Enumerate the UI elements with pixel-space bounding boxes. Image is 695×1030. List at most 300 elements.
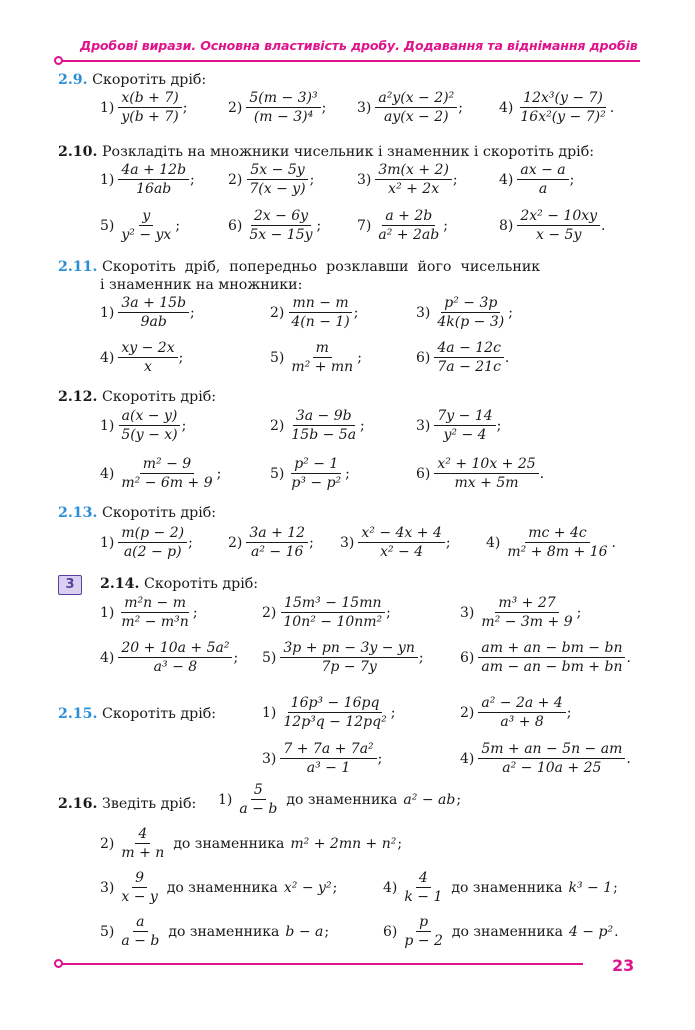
exercise-number: 2.9. [58,72,88,88]
exercise-2-15-title [58,706,216,722]
ex-2-12-item [270,456,350,491]
punctuation: ; [443,217,448,234]
fraction-numerator: x(b + 7) [118,90,181,108]
ex-2-11-item [416,295,513,330]
fraction [118,870,160,905]
to-denominator-text: до знаменника [173,835,285,852]
page-number: 23 [612,956,635,975]
item-label: 3) [416,417,431,434]
item-label: 1) [100,417,115,434]
fraction [478,640,625,675]
fraction [118,456,215,491]
punctuation: ; [576,604,582,621]
fraction-numerator: p² − 3p [441,295,500,313]
fraction-denominator: a − b [121,933,160,949]
ex-2-14-item [262,640,424,675]
fraction [504,525,610,560]
item-label: 7) [357,217,372,234]
item-label: 3) [340,534,355,551]
fraction-denominator: mx + 5m [454,475,519,491]
fraction-numerator: 5x − 5y [247,162,307,180]
fraction [434,408,495,443]
fraction-denominator: y(b + 7) [121,109,179,125]
exercise-instruction: Скоротіть дріб: [102,389,217,405]
fraction-denominator: a [538,181,548,197]
fraction-denominator: 5x − 15y [249,227,313,243]
ex-2-9-item [499,90,614,125]
fraction-numerator: a [133,914,147,932]
item-label: 3) [357,99,372,116]
fraction-numerator: 7y − 14 [434,408,495,426]
ex-2-11-item [270,340,362,375]
punctuation: ; [321,99,327,116]
fraction [118,295,189,330]
fraction-denominator: x [144,359,152,375]
fraction-numerator: 20 + 10a + 5a² [118,640,232,658]
punctuation: ; [456,791,462,808]
punctuation: . [601,217,606,234]
item-label: 4) [460,750,475,767]
ex-2-12-item [100,408,186,443]
item-label: 1) [100,304,115,321]
fraction [517,208,600,243]
fraction-numerator: 4a − 12c [434,340,504,358]
exercise-number: 2.15. [58,706,98,722]
ex-2-14-item [460,640,631,675]
fraction-numerator: 3a + 12 [246,525,308,543]
item-label: 4) [499,171,514,188]
ex-2-15-item [262,695,395,730]
punctuation: ; [418,649,424,666]
ex-2-14-item [100,640,238,675]
punctuation: ; [181,417,187,434]
ex-2-14-item [262,595,391,630]
fraction-denominator: y² − 4 [443,427,487,443]
fraction [375,90,457,125]
fraction-numerator: 4a + 12b [118,162,189,180]
punctuation: ; [188,534,193,551]
item-label: 5) [270,349,285,366]
item-label: 2) [228,171,243,188]
punctuation: ; [216,465,222,482]
fraction-numerator: a(x − y) [119,408,181,426]
item-label: 3) [416,304,431,321]
ex-2-10-item [499,208,606,243]
punctuation: ; [175,217,181,234]
footer-rule [58,963,583,965]
ex-2-10-item [100,208,180,243]
item-label: 3) [100,879,115,896]
fraction [118,408,180,443]
ex-2-11-item [416,340,509,375]
ex-2-14-item [100,595,198,630]
item-label: 6) [228,217,243,234]
punctuation: ; [182,99,188,116]
fraction [434,340,504,375]
fraction-numerator: xy − 2x [118,340,177,358]
punctuation: ; [458,99,463,116]
punctuation: ; [569,171,575,188]
ex-2-12-item [416,408,501,443]
fraction-denominator: 16ab [136,181,172,197]
fraction-numerator: p [416,914,431,932]
fraction [517,162,568,197]
ex-2-16-item [100,914,329,949]
fraction [236,782,280,817]
ex-2-9-item [100,90,187,125]
fraction-denominator: x² − 4 [380,544,424,560]
fraction-numerator: mn − m [289,295,351,313]
punctuation: ; [386,604,391,621]
fraction-numerator: a²y(x − 2)² [375,90,457,108]
exercise-2-10-title [58,144,594,160]
punctuation: ; [360,417,365,434]
exercise-instruction: Розкладіть на множники чисельник і знаменник і скоротіть дріб: [102,144,595,160]
exercise-2-11-title [58,259,540,275]
fraction [118,595,191,630]
fraction-denominator: m² − 6m + 9 [121,475,213,491]
item-label: 5) [100,217,115,234]
fraction-numerator: 5 [251,782,266,800]
fraction [246,208,315,243]
punctuation: ; [332,879,338,896]
ex-2-12-item [416,456,544,491]
fraction-numerator: m²n − m [121,595,189,613]
ex-2-13-item [340,525,451,560]
fraction-denominator: m² − 3m + 9 [481,614,573,630]
fraction-denominator: 7(x − y) [249,181,306,197]
item-label: 2) [100,835,115,852]
fraction-denominator: 9ab [140,314,167,330]
fraction [118,914,162,949]
fraction-numerator: p² − 1 [291,456,341,474]
header-rule [58,60,640,62]
fraction-denominator: 12p³q − 12pq² [283,714,387,730]
punctuation: . [609,99,615,116]
item-label: 6) [416,349,431,366]
target-denominator: x² − y² [283,879,332,896]
fraction [358,525,444,560]
to-denominator-text: до знаменника [451,879,563,896]
fraction-denominator: a³ + 8 [500,714,544,730]
fraction-numerator: 7 + 7a + 7a² [280,741,376,759]
fraction [118,826,167,861]
fraction [118,340,177,375]
punctuation: ; [309,534,314,551]
fraction-denominator: m² + mn [291,359,354,375]
punctuation: ; [353,304,359,321]
fraction-denominator: p − 2 [404,933,443,949]
fraction-denominator: m + n [121,845,165,861]
fraction-numerator: 4 [135,826,150,844]
fraction [478,695,565,730]
fraction-numerator: 3a − 9b [293,408,355,426]
fraction-numerator: 3a + 15b [118,295,189,313]
fraction-denominator: (m − 3)⁴ [253,109,314,125]
fraction-denominator: a(2 − p) [123,544,182,560]
punctuation: . [614,923,619,940]
fraction [118,640,232,675]
fraction-numerator: 2x² − 10xy [517,208,600,226]
to-denominator-text: до знаменника [166,879,278,896]
fraction-numerator: m² − 9 [140,456,194,474]
to-denominator-text: до знаменника [286,791,398,808]
punctuation: ; [190,171,195,188]
fraction [118,162,189,197]
punctuation: ; [316,217,322,234]
fraction-denominator: x − 5y [536,227,582,243]
item-label: 6) [416,465,431,482]
fraction-denominator: a³ − 8 [153,659,198,675]
ex-2-12-item [270,408,365,443]
fraction-denominator: x − y [121,889,158,905]
fraction-numerator: 16p³ − 16pq [288,695,383,713]
target-denominator: m² + 2mn + n² [290,835,397,852]
fraction-denominator: 15b − 5a [291,427,357,443]
fraction [375,162,452,197]
exercise-2-11-title-cont: і знаменник на множники: [100,277,303,293]
exercise-instruction: Зведіть дріб: [102,796,197,812]
ex-2-16-item [383,914,619,949]
fraction-numerator: m³ + 27 [495,595,558,613]
target-denominator: b − a [285,923,324,940]
fraction-numerator: a + 2b [382,208,435,226]
fraction-denominator: 5(y − x) [121,427,178,443]
punctuation: . [626,750,631,767]
level-badge: 3 [58,575,82,595]
exercise-instruction: Скоротіть дріб: [144,576,259,592]
fraction-denominator: k − 1 [404,889,443,905]
exercise-instruction: Скоротіть дріб: [92,72,207,88]
punctuation: ; [309,171,315,188]
header-rule-dot [54,56,63,65]
fraction [280,695,389,730]
item-label: 4) [100,349,115,366]
ex-2-16-item [100,826,402,861]
fraction-numerator: 12x³(y − 7) [520,90,606,108]
ex-2-11-item [100,340,183,375]
punctuation: ; [508,304,513,321]
ex-2-15-item [460,741,631,776]
punctuation: ; [192,604,198,621]
fraction [246,162,308,197]
fraction [246,90,320,125]
punctuation: ; [613,879,618,896]
footer-rule-dot [54,959,63,968]
item-label: 8) [499,217,514,234]
ex-2-13-item [228,525,314,560]
punctuation: . [626,649,631,666]
fraction-numerator: ax − a [517,162,568,180]
ex-2-16-item [100,870,337,905]
item-label: 4) [499,99,514,116]
fraction-denominator: a² − 10a + 25 [502,760,602,776]
punctuation: ; [178,349,184,366]
fraction [118,208,174,243]
ex-2-12-item [100,456,221,491]
punctuation: ; [233,649,239,666]
exercise-instruction: Скоротіть дріб, попередньо розклавши його чисельник [102,259,541,275]
fraction [280,741,376,776]
fraction-denominator: p³ − p² [291,475,342,491]
item-label: 3) [262,750,277,767]
fraction-denominator: 16x²(y − 7)² [520,109,606,125]
punctuation: ; [397,835,403,852]
item-label: 6) [460,649,475,666]
punctuation: . [539,465,545,482]
ex-2-9-item [357,90,463,125]
item-label: 1) [100,171,115,188]
fraction [288,340,356,375]
fraction-denominator: a² + 2ab [378,227,440,243]
exercise-2-14-title [100,576,258,592]
ex-2-9-item [228,90,326,125]
fraction-numerator: m(p − 2) [118,525,187,543]
target-denominator: a² − ab [403,791,456,808]
fraction-denominator: am − an − bm + bn [481,659,623,675]
exercise-2-9-title [58,72,206,88]
fraction-numerator: x² + 10x + 25 [434,456,538,474]
ex-2-11-item [100,295,195,330]
exercise-2-12-title [58,389,216,405]
fraction-numerator: 3p + pn − 3y − yn [280,640,417,658]
exercise-instruction: Скоротіть дріб: [102,706,217,722]
item-label: 3) [460,604,475,621]
fraction-numerator: a² − 2a + 4 [478,695,565,713]
fraction-numerator: y [139,208,153,226]
item-label: 4) [100,649,115,666]
item-label: 1) [218,791,233,808]
exercise-2-16-title [58,796,196,812]
fraction-numerator: 15m³ − 15mn [281,595,384,613]
item-label: 2) [460,704,475,721]
to-denominator-text: до знаменника [168,923,280,940]
exercise-number: 2.13. [58,505,98,521]
item-label: 4) [383,879,398,896]
punctuation: ; [377,750,383,767]
item-label: 1) [100,604,115,621]
fraction-denominator: y² − yx [121,227,172,243]
ex-2-16-item [218,782,461,817]
ex-2-15-item [460,695,571,730]
ex-2-10-item [499,162,574,197]
fraction-numerator: 4 [416,870,431,888]
item-label: 5) [100,923,115,940]
fraction [517,90,608,125]
fraction-denominator: 7p − 7y [321,659,377,675]
target-denominator: k³ − 1 [568,879,613,896]
ex-2-10-item [100,162,195,197]
fraction [246,525,308,560]
ex-2-14-item [460,595,581,630]
fraction-denominator: 7a − 21c [437,359,501,375]
fraction-numerator: x² − 4x + 4 [358,525,444,543]
fraction-denominator: m² + 8m + 16 [507,544,608,560]
fraction [288,456,344,491]
punctuation: ; [190,304,195,321]
fraction [118,90,181,125]
fraction-numerator: m [313,340,332,358]
ex-2-11-item [270,295,358,330]
fraction [288,295,352,330]
exercise-number: 2.11. [58,259,98,275]
item-label: 5) [262,649,277,666]
fraction [434,295,507,330]
fraction-denominator: 4(n − 1) [291,314,350,330]
fraction-denominator: a³ − 1 [306,760,351,776]
fraction-numerator: 9 [132,870,147,888]
fraction-denominator: m² − m³n [121,614,189,630]
exercise-number: 2.10. [58,144,98,160]
exercise-number: 2.16. [58,796,98,812]
fraction [478,741,625,776]
fraction-denominator: 10n² − 10nm² [283,614,383,630]
fraction-numerator: mc + 4c [525,525,590,543]
item-label: 2) [270,304,285,321]
item-label: 1) [100,534,115,551]
fraction [401,870,445,905]
punctuation: ; [566,704,572,721]
ex-2-15-item [262,741,382,776]
punctuation: ; [357,349,362,366]
fraction [375,208,442,243]
item-label: 2) [228,99,243,116]
fraction-numerator: 5m + an − 5n − am [478,741,625,759]
fraction-numerator: am + an − bm − bn [478,640,625,658]
item-label: 3) [357,171,372,188]
fraction-denominator: 4k(p − 3) [437,314,505,330]
ex-2-13-item [100,525,193,560]
exercise-number: 2.12. [58,389,98,405]
item-label: 1) [100,99,115,116]
fraction [434,456,538,491]
ex-2-10-item [228,162,314,197]
punctuation: . [611,534,616,551]
fraction [401,914,446,949]
fraction [280,640,417,675]
fraction [118,525,187,560]
item-label: 2) [262,604,277,621]
item-label: 2) [270,417,285,434]
item-label: 1) [262,704,277,721]
target-denominator: 4 − p² [568,923,614,940]
item-label: 4) [100,465,115,482]
item-label: 6) [383,923,398,940]
fraction-numerator: 3m(x + 2) [375,162,452,180]
ex-2-10-item [228,208,321,243]
fraction-numerator: 5(m − 3)³ [246,90,320,108]
punctuation: ; [324,923,330,940]
item-label: 2) [228,534,243,551]
ex-2-16-item [383,870,618,905]
running-header: Дробові вирази. Основна властивість дробу. Додавання та віднімання дробів [80,38,638,53]
fraction-denominator: x² + 2x [388,181,440,197]
fraction-numerator: 2x − 6y [251,208,311,226]
punctuation: . [504,349,510,366]
item-label: 4) [486,534,501,551]
fraction [478,595,575,630]
item-label: 5) [270,465,285,482]
punctuation: ; [390,704,396,721]
ex-2-13-item [486,525,616,560]
fraction-denominator: a − b [239,801,278,817]
punctuation: ; [345,465,350,482]
punctuation: ; [445,534,451,551]
punctuation: ; [452,171,458,188]
exercise-2-13-title [58,505,216,521]
fraction-denominator: ay(x − 2) [383,109,449,125]
ex-2-10-item [357,162,458,197]
